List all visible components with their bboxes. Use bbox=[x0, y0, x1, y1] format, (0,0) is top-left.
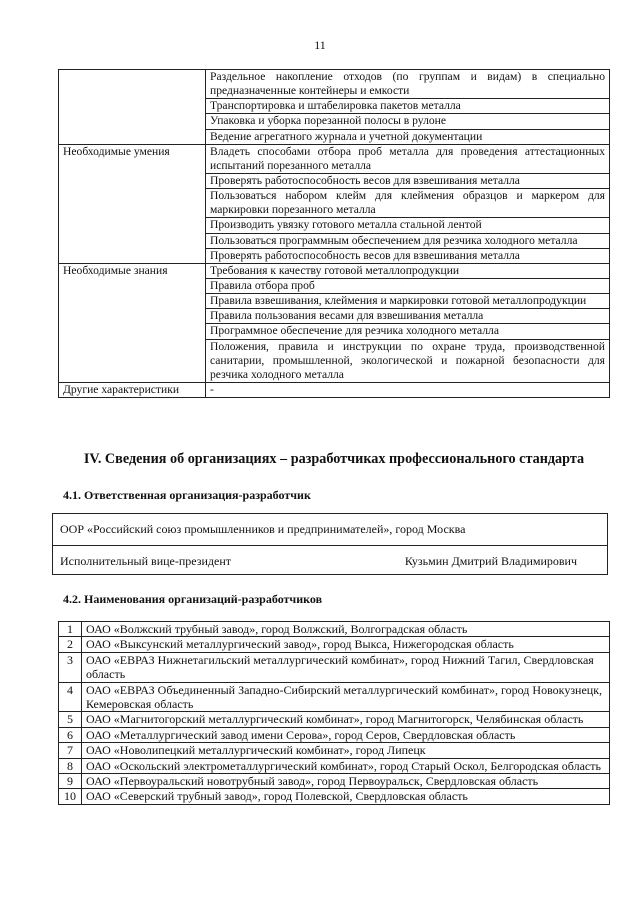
table-row bbox=[59, 789, 610, 804]
organization-name: ОАО «Новолипецкий металлургический комбинат», город Липецк bbox=[82, 743, 610, 758]
characteristics-table bbox=[58, 69, 610, 398]
table-cell: Правила взвешивания, клеймения и маркировки готовой металлопродукции bbox=[206, 294, 610, 309]
row-label bbox=[59, 70, 206, 145]
table-row bbox=[59, 743, 610, 758]
responsible-organization-name: ООР «Российский союз промышленников и предпринимателей», город Москва bbox=[60, 522, 466, 536]
table-row bbox=[59, 637, 610, 652]
table-row bbox=[59, 682, 610, 712]
table-cell: Проверять работоспособность весов для взвешивания металла bbox=[206, 248, 610, 263]
organization-name: ОАО «Металлургический завод имени Серова», город Серов, Свердловская область bbox=[82, 727, 610, 742]
table-cell: Положения, правила и инструкции по охране труда, производственной санитарии, промышленной, экологической и пожарной безопасности для резчика холодного металла bbox=[206, 339, 610, 382]
section-title: IV. Сведения об организациях – разработчиках профессионального стандарта bbox=[83, 451, 585, 467]
organization-name: ОАО «Первоуральский новотрубный завод», город Первоуральск, Свердловская область bbox=[82, 773, 610, 788]
table-row bbox=[59, 712, 610, 727]
table-row bbox=[59, 70, 610, 99]
page-number: 11 bbox=[314, 38, 326, 52]
table-cell: Пользоваться набором клейм для клеймения образцов и маркером для маркировки порезанного металла bbox=[206, 189, 610, 218]
table-cell: Правила пользования весами для взвешивания металла bbox=[206, 309, 610, 324]
organization-name: ОАО «ЕВРАЗ Объединенный Западно-Сибирский металлургический комбинат», город Новокузнецк, Кемеровская область bbox=[82, 682, 610, 712]
subsection-heading-responsible: 4.1. Ответственная организация-разработчик bbox=[63, 488, 311, 502]
table-cell: Проверять работоспособность весов для взвешивания металла bbox=[206, 173, 610, 188]
table-row bbox=[59, 727, 610, 742]
table-row bbox=[59, 758, 610, 773]
responsible-person: Кузьмин Дмитрий Владимирович bbox=[404, 554, 577, 568]
table-cell: Производить увязку готового металла стальной лентой bbox=[206, 218, 610, 233]
row-number: 7 bbox=[59, 743, 82, 758]
table-row bbox=[59, 144, 610, 173]
organization-name: ОАО «Волжский трубный завод», город Волжский, Волгоградская область bbox=[82, 622, 610, 637]
table-cell: Правила отбора проб bbox=[206, 278, 610, 293]
table-cell: Ведение агрегатного журнала и учетной документации bbox=[206, 129, 610, 144]
table-row bbox=[59, 382, 610, 397]
table-cell: Требования к качеству готовой металлопродукции bbox=[206, 263, 610, 278]
table-cell: Программное обеспечение для резчика холодного металла bbox=[206, 324, 610, 339]
subsection-heading-developers: 4.2. Наименования организаций-разработчиков bbox=[63, 592, 323, 606]
developers-table bbox=[58, 621, 610, 805]
row-number: 8 bbox=[59, 758, 82, 773]
row-label-other: Другие характеристики bbox=[59, 382, 206, 397]
responsible-position: Исполнительный вице-президент bbox=[60, 554, 232, 568]
row-label-knowledge: Необходимые знания bbox=[59, 263, 206, 382]
organization-name: ОАО «Выксунский металлургический завод», город Выкса, Нижегородская область bbox=[82, 637, 610, 652]
row-number: 3 bbox=[59, 652, 82, 682]
organization-name: ОАО «Магнитогорский металлургический комбинат», город Магнитогорск, Челябинская область bbox=[82, 712, 610, 727]
row-number: 5 bbox=[59, 712, 82, 727]
table-cell: - bbox=[206, 382, 610, 397]
row-number: 4 bbox=[59, 682, 82, 712]
organization-name: ОАО «Северский трубный завод», город Полевской, Свердловская область bbox=[82, 789, 610, 804]
row-number: 10 bbox=[59, 789, 82, 804]
divider bbox=[53, 545, 607, 546]
row-label-skills: Необходимые умения bbox=[59, 144, 206, 263]
table-cell: Упаковка и уборка порезанной полосы в рулоне bbox=[206, 114, 610, 129]
organization-name: ОАО «ЕВРАЗ Нижнетагильский металлургический комбинат», город Нижний Тагил, Свердловская область bbox=[82, 652, 610, 682]
row-number: 9 bbox=[59, 773, 82, 788]
row-number: 6 bbox=[59, 727, 82, 742]
row-number: 2 bbox=[59, 637, 82, 652]
organization-name: ОАО «Оскольский электрометаллургический комбинат», город Старый Оскол, Белгородская область bbox=[82, 758, 610, 773]
table-cell: Пользоваться программным обеспечением для резчика холодного металла bbox=[206, 233, 610, 248]
responsible-organization-box bbox=[52, 513, 608, 575]
table-row bbox=[59, 622, 610, 637]
table-cell: Транспортировка и штабелировка пакетов металла bbox=[206, 99, 610, 114]
table-row bbox=[59, 652, 610, 682]
row-number: 1 bbox=[59, 622, 82, 637]
table-row bbox=[59, 773, 610, 788]
table-cell: Владеть способами отбора проб металла для проведения аттестационных испытаний порезанного металла bbox=[206, 144, 610, 173]
table-row bbox=[59, 263, 610, 278]
table-cell: Раздельное накопление отходов (по группам и видам) в специально предназначенные контейнеры и емкости bbox=[206, 70, 610, 99]
